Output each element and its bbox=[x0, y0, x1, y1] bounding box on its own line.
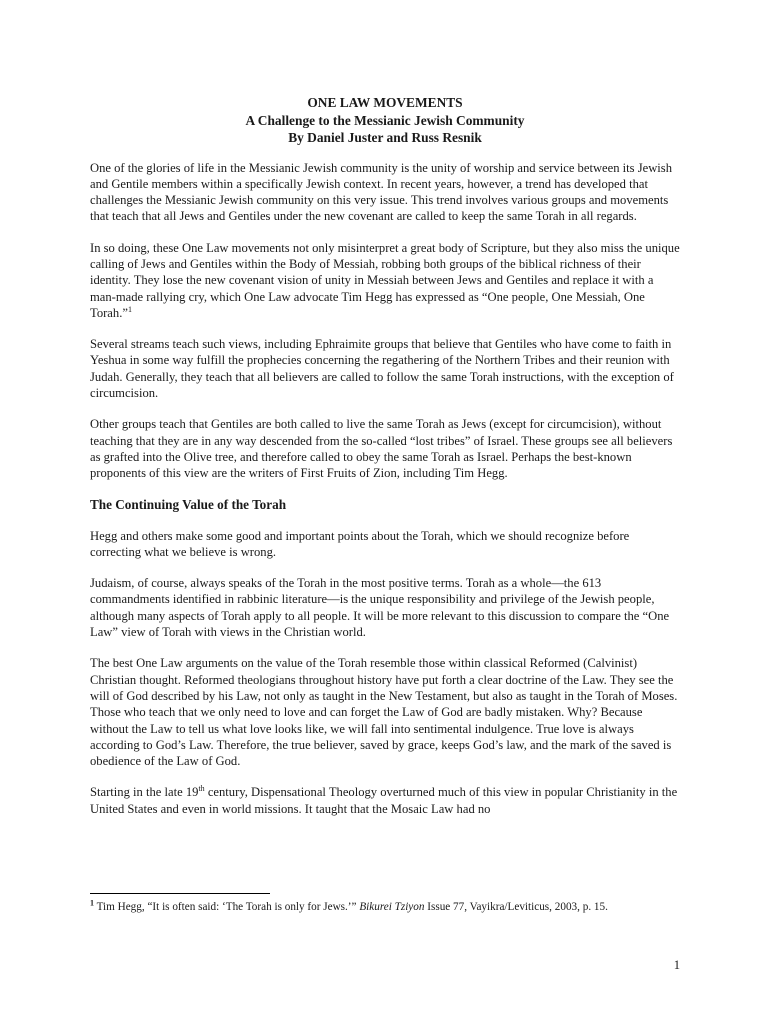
footnote-text: Tim Hegg, “It is often said: ‘The Torah is only for Jews.’” bbox=[94, 901, 360, 913]
document-title: ONE LAW MOVEMENTS bbox=[307, 95, 463, 110]
body-paragraph bbox=[90, 240, 680, 321]
body-paragraph: Hegg and others make some good and important points about the Torah, which we should recognize before correcting what we believe is wrong. bbox=[90, 528, 630, 559]
body-paragraph: Judaism, of course, always speaks of the Torah in the most positive terms. Torah as a whole—the 613 commandments identified in rabbinic literature—is the unique responsibility and privilege of the Jewish people, although many aspects of Torah apply to all people. It will be more relevant to this discussion to compare the “One Law” view of Torah with views in the Christian world. bbox=[90, 576, 670, 640]
document-body bbox=[90, 94, 680, 817]
footnote-separator bbox=[90, 893, 270, 894]
document-byline: By Daniel Juster and Russ Resnik bbox=[288, 130, 482, 145]
document-subtitle: A Challenge to the Messianic Jewish Community bbox=[245, 112, 525, 128]
footnote-marker: 1 bbox=[90, 898, 94, 908]
body-paragraph: The best One Law arguments on the value of the Torah resemble those within classical Reformed (Calvinist) Christian thought. Reformed theologians throughout history have put forth a clear doctrine of the Law. They see the will of God described by his Law, not only as taught in the New Testament, but also as taught in the Torah of Moses. Those who teach that we only need to love and can forget the Law of God are badly mistaken. Why? Because without the Law to tell us what love looks like, we will fall into sentimental indulgence. True love is always according to God’s Law. Therefore, the true believer, saved by grace, keeps God’s law, and the mark of the saved is obedience of the Law of God. bbox=[90, 656, 678, 769]
footnote-source: Bikurei Tziyon bbox=[359, 901, 425, 913]
body-paragraph: One of the glories of life in the Messianic Jewish community is the unity of worship and service between its Jewish and Gentile members within a specifically Jewish context. In recent years, however, a trend has developed that challenges the Messianic Jewish community on this very issue. This trend involves various groups and movements that teach that all Jews and Gentiles under the new covenant are called to keep the same Torah in all regards. bbox=[90, 160, 672, 224]
body-paragraph bbox=[90, 784, 680, 817]
ordinal-suffix: th bbox=[198, 784, 205, 794]
section-heading: The Continuing Value of the Torah bbox=[90, 496, 287, 512]
page-number: 1 bbox=[673, 958, 680, 972]
body-paragraph-text: Starting in the late 19 bbox=[90, 785, 199, 800]
footnote bbox=[90, 899, 690, 915]
body-paragraph: Several streams teach such views, including Ephraimite groups that believe that Gentiles who have come to faith in Yeshua in some way fulfill the prophecies concerning the regathering of the Northern Tribes and their reunion with Judah. Generally, they teach that all believers are called to follow the same Torah instructions, with the exception of circumcision. bbox=[90, 337, 674, 401]
body-paragraph-text: In so doing, these One Law movements not only misinterpret a great body of Scripture, but they also miss the unique calling of Jews and Gentiles within the Body of Messiah, robbing both groups of the biblical richness of their identity. They lose the new covenant vision of unity in Messiah between Jews and Gentiles and replace it with a man-made rallying cry, which One Law advocate Tim Hegg has expressed as “One people, One Messiah, One Torah.” bbox=[90, 240, 680, 320]
footnote-text: Issue 77, Vayikra/Leviticus, 2003, p. 15. bbox=[424, 901, 608, 913]
footnote-reference[interactable]: 1 bbox=[127, 304, 132, 314]
body-paragraph-text: century, Dispensational Theology overturned much of this view in popular Christianity in the United States and even in world missions. It taught that the Mosaic Law had no bbox=[90, 785, 678, 816]
body-paragraph: Other groups teach that Gentiles are both called to live the same Torah as Jews (except for circumcision), without teaching that they are in any way descended from the so-called “lost tribes” of Israel. These groups see all believers as grafted into the Olive tree, and therefore called to obey the same Torah as Israel. Perhaps the best-known proponents of this view are the writers of First Fruits of Zion, including Tim Hegg. bbox=[90, 417, 673, 481]
title-block bbox=[90, 94, 680, 147]
